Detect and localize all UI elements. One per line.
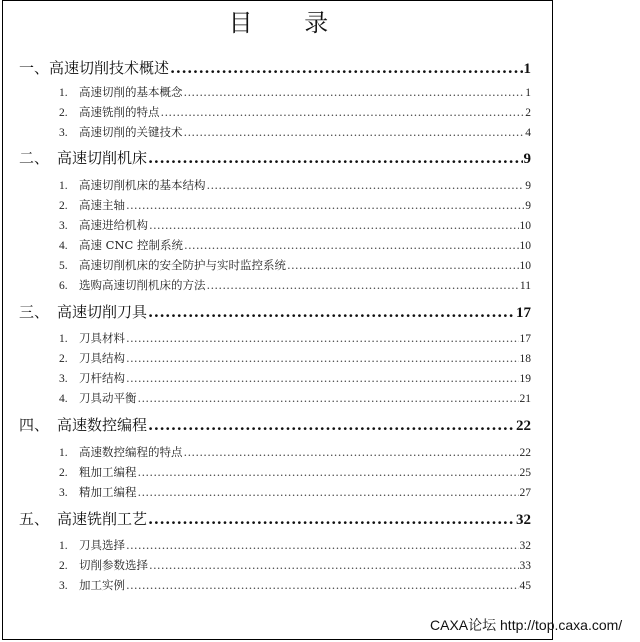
toc-item[interactable] bbox=[59, 196, 531, 214]
leader-dots bbox=[149, 556, 519, 574]
item-page: 45 bbox=[519, 580, 531, 592]
toc-item[interactable] bbox=[59, 483, 531, 501]
toc-item[interactable] bbox=[59, 123, 531, 141]
item-number: 4. bbox=[59, 393, 68, 405]
item-number: 2. bbox=[59, 353, 68, 365]
item-page: 11 bbox=[519, 280, 531, 292]
watermark: CAXA论坛 http://top.caxa.com/ bbox=[430, 617, 623, 633]
toc-item[interactable] bbox=[59, 276, 531, 294]
item-page: 17 bbox=[519, 333, 531, 345]
toc-section-4[interactable] bbox=[19, 414, 531, 436]
item-page: 4 bbox=[525, 127, 531, 139]
leader-dots bbox=[207, 276, 519, 294]
item-page: 10 bbox=[519, 220, 531, 232]
item-label: 高速切削机床的安全防护与实时监控系统 bbox=[79, 258, 286, 272]
leader-dots bbox=[126, 536, 519, 554]
item-label: 刀具选择 bbox=[79, 538, 125, 552]
toc-item[interactable] bbox=[59, 103, 531, 121]
toc-item[interactable] bbox=[59, 463, 531, 481]
item-page: 10 bbox=[519, 260, 531, 272]
item-number: 3. bbox=[59, 220, 68, 232]
item-number: 1. bbox=[59, 180, 68, 192]
item-page: 27 bbox=[519, 487, 531, 499]
section-number: 五、 bbox=[19, 510, 50, 528]
item-number: 4. bbox=[59, 240, 68, 252]
item-number: 2. bbox=[59, 107, 68, 119]
leader-dots bbox=[148, 508, 515, 530]
section-page: 1 bbox=[523, 61, 531, 77]
item-label: 高速切削机床的基本结构 bbox=[79, 178, 206, 192]
leader-dots bbox=[184, 443, 519, 461]
leader-dots bbox=[287, 256, 519, 274]
item-number: 6. bbox=[59, 280, 68, 292]
leader-dots bbox=[126, 576, 519, 594]
section-label: 高速切削技术概述 bbox=[49, 59, 170, 77]
leader-dots bbox=[184, 83, 525, 101]
toc-item[interactable] bbox=[59, 536, 531, 554]
item-label: 高速主轴 bbox=[79, 198, 125, 212]
section-label: 高速切削刀具 bbox=[57, 303, 148, 321]
item-label: 切削参数选择 bbox=[79, 558, 148, 572]
item-page: 25 bbox=[519, 467, 531, 479]
section-page: 9 bbox=[523, 151, 531, 167]
section-label: 高速切削机床 bbox=[57, 149, 148, 167]
toc-item[interactable] bbox=[59, 236, 531, 254]
toc-item[interactable] bbox=[59, 389, 531, 407]
item-page: 18 bbox=[519, 353, 531, 365]
item-number: 1. bbox=[59, 447, 68, 459]
toc-item[interactable] bbox=[59, 176, 531, 194]
leader-dots bbox=[126, 329, 519, 347]
section-label: 高速铣削工艺 bbox=[57, 510, 148, 528]
section-number: 三、 bbox=[19, 303, 50, 321]
leader-dots bbox=[148, 414, 515, 436]
item-page: 9 bbox=[525, 200, 531, 212]
toc-item[interactable] bbox=[59, 216, 531, 234]
item-label: 刀具材料 bbox=[79, 331, 125, 345]
toc-item[interactable] bbox=[59, 349, 531, 367]
item-number: 3. bbox=[59, 487, 68, 499]
item-label: 高速铣削的特点 bbox=[79, 105, 160, 119]
leader-dots bbox=[184, 236, 519, 254]
section-page: 22 bbox=[516, 418, 531, 434]
leader-dots bbox=[138, 463, 519, 481]
toc-section-5[interactable] bbox=[19, 508, 531, 530]
section-page: 32 bbox=[516, 512, 531, 528]
toc-section-1[interactable] bbox=[19, 57, 531, 79]
toc-item[interactable] bbox=[59, 256, 531, 274]
item-page: 2 bbox=[525, 107, 531, 119]
leader-dots bbox=[138, 389, 519, 407]
item-number: 2. bbox=[59, 560, 68, 572]
item-page: 33 bbox=[519, 560, 531, 572]
toc-item[interactable] bbox=[59, 443, 531, 461]
item-label: 高速 CNC 控制系统 bbox=[79, 238, 183, 252]
leader-dots bbox=[170, 57, 522, 79]
leader-dots bbox=[184, 123, 525, 141]
leader-dots bbox=[148, 147, 522, 169]
item-label: 高速切削的关键技术 bbox=[79, 125, 183, 139]
item-label: 刀具结构 bbox=[79, 351, 125, 365]
page-title: 目 录 bbox=[228, 9, 351, 37]
leader-dots bbox=[138, 483, 519, 501]
item-page: 19 bbox=[519, 373, 531, 385]
item-label: 选购高速切削机床的方法 bbox=[79, 278, 206, 292]
item-label: 加工实例 bbox=[79, 578, 125, 592]
toc-item[interactable] bbox=[59, 369, 531, 387]
item-page: 21 bbox=[519, 393, 531, 405]
item-number: 3. bbox=[59, 580, 68, 592]
leader-dots bbox=[126, 349, 519, 367]
leader-dots bbox=[126, 196, 524, 214]
section-page: 17 bbox=[516, 305, 531, 321]
section-label: 高速数控编程 bbox=[57, 416, 148, 434]
leader-dots bbox=[148, 301, 515, 323]
item-label: 高速切削的基本概念 bbox=[79, 85, 183, 99]
item-label: 刀杆结构 bbox=[79, 371, 125, 385]
item-number: 5. bbox=[59, 260, 68, 272]
item-label: 粗加工编程 bbox=[79, 465, 137, 479]
item-label: 精加工编程 bbox=[79, 485, 137, 499]
leader-dots bbox=[207, 176, 525, 194]
item-number: 1. bbox=[59, 540, 68, 552]
item-page: 10 bbox=[519, 240, 531, 252]
item-number: 2. bbox=[59, 200, 68, 212]
item-page: 9 bbox=[525, 180, 531, 192]
item-label: 刀具动平衡 bbox=[79, 391, 137, 405]
toc-section-3[interactable] bbox=[19, 301, 531, 323]
toc-section-2[interactable] bbox=[19, 147, 531, 169]
section-number: 四、 bbox=[19, 416, 50, 434]
item-label: 高速数控编程的特点 bbox=[79, 445, 183, 459]
section-number: 一、 bbox=[19, 59, 50, 77]
item-number: 1. bbox=[59, 87, 68, 99]
item-page: 1 bbox=[525, 87, 531, 99]
toc-item[interactable] bbox=[59, 329, 531, 347]
item-number: 3. bbox=[59, 127, 68, 139]
toc-item[interactable] bbox=[59, 556, 531, 574]
item-number: 1. bbox=[59, 333, 68, 345]
section-number: 二、 bbox=[19, 149, 50, 167]
item-page: 32 bbox=[519, 540, 531, 552]
item-page: 22 bbox=[519, 447, 531, 459]
item-number: 2. bbox=[59, 467, 68, 479]
item-number: 3. bbox=[59, 373, 68, 385]
leader-dots bbox=[149, 216, 519, 234]
leader-dots bbox=[161, 103, 525, 121]
leader-dots bbox=[126, 369, 519, 387]
toc-item[interactable] bbox=[59, 576, 531, 594]
document-page bbox=[2, 0, 553, 640]
toc-item[interactable] bbox=[59, 83, 531, 101]
item-label: 高速进给机构 bbox=[79, 218, 148, 232]
